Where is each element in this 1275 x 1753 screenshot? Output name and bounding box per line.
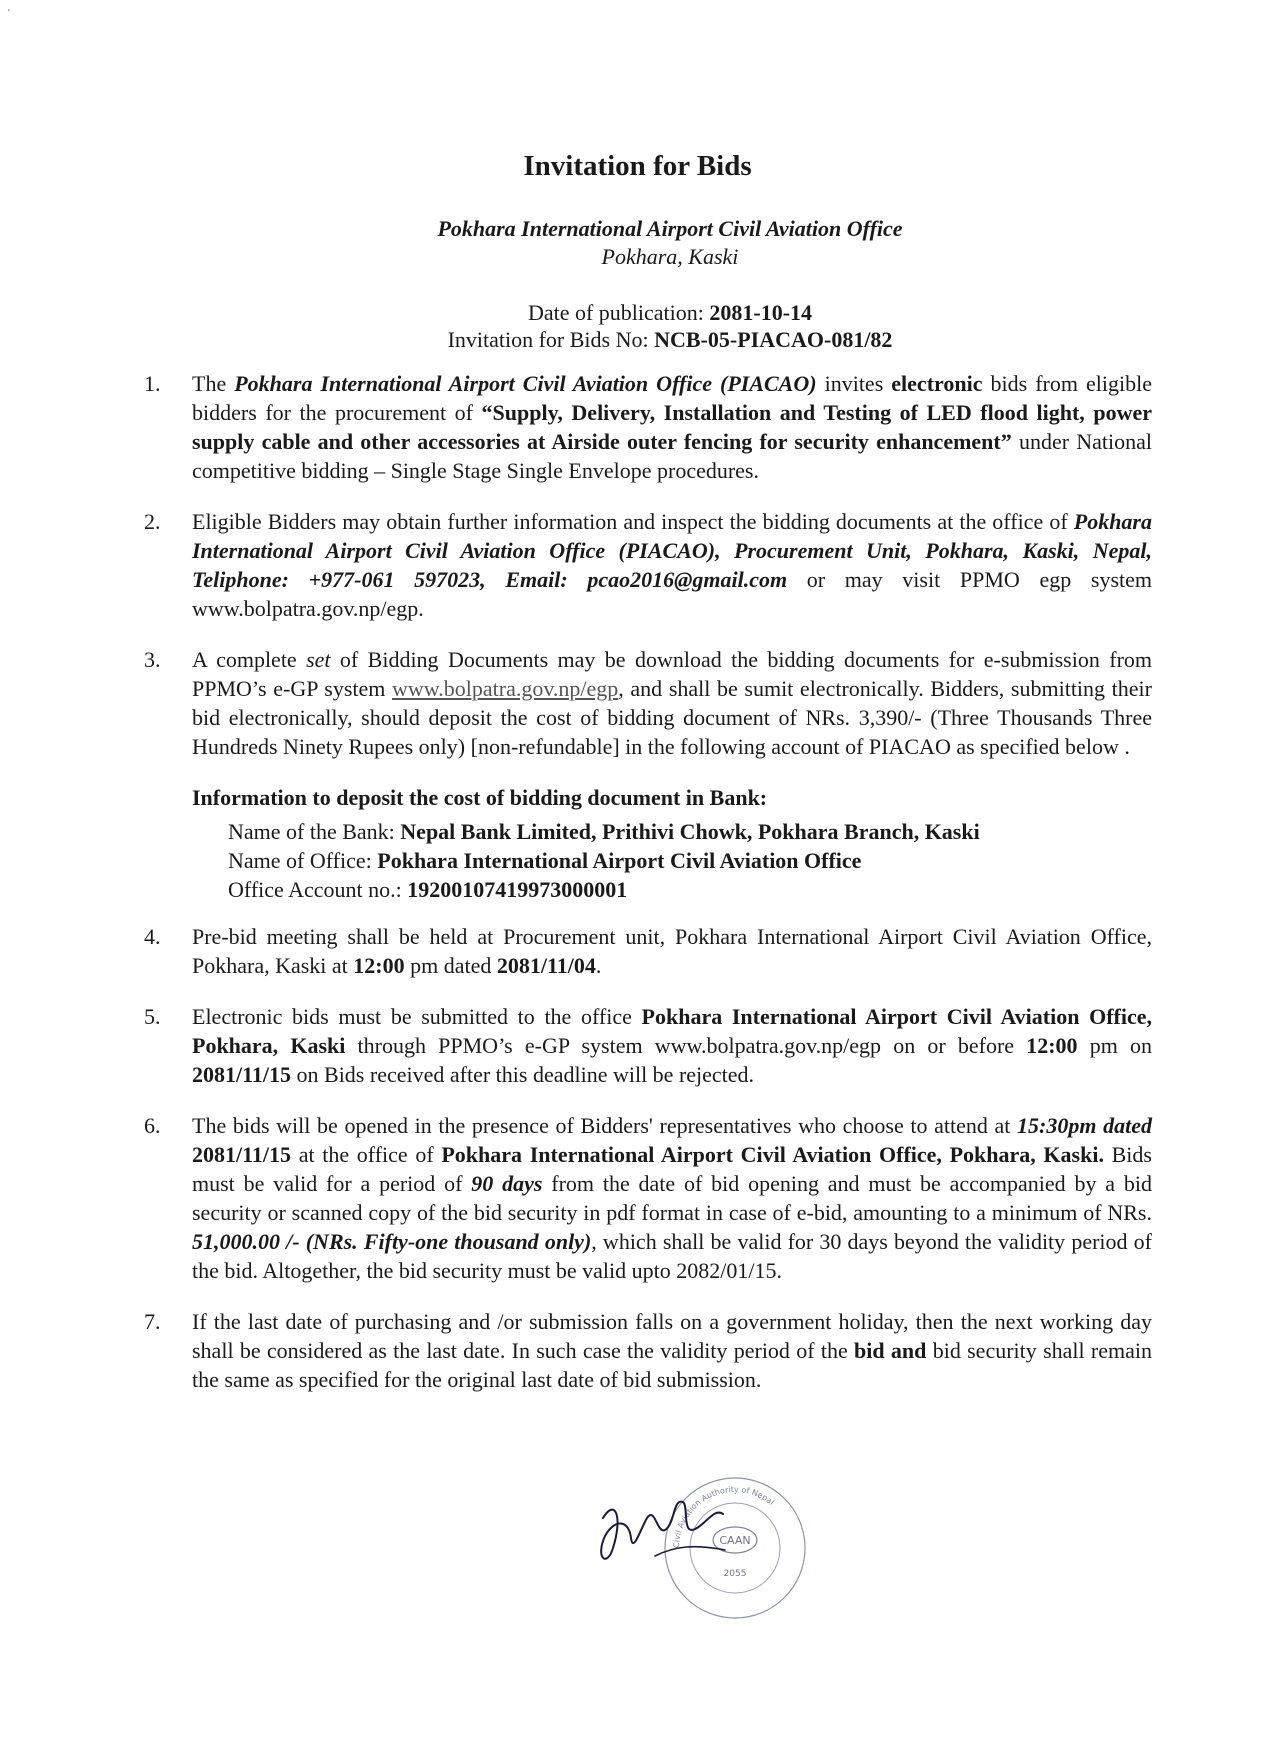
office-location: Pokhara, Kaski bbox=[601, 244, 739, 269]
clause-number: 5. bbox=[144, 1004, 161, 1029]
procurement-title: “Supply, Delivery, Installation and Testing of LED flood light, power supply cable and other accessories at Airside outer fencing for security enhancement” bbox=[192, 400, 1152, 454]
clause-text: If the last date of purchasing and /or submission falls on a government holiday, then the next working day shall be considered as the last date. In such case the validity period of the bbox=[192, 1309, 1152, 1363]
clause-text: at the office of bbox=[291, 1142, 442, 1167]
clause-1 bbox=[144, 369, 1152, 485]
clause-emphasis: bid and bbox=[854, 1338, 927, 1363]
clause-2 bbox=[144, 507, 1152, 623]
clause-text: , which shall be valid for 30 days beyond the validity period of the bid. Altogether, the bid security must be valid upto 2082/01/15. bbox=[192, 1229, 1153, 1283]
clause-text: pm dated bbox=[404, 953, 497, 978]
publication-date bbox=[0, 300, 1275, 326]
bid-security-amount: 51,000.00 /- (NRs. Fifty-one thousand only) bbox=[192, 1229, 592, 1254]
bank-info bbox=[192, 817, 1152, 904]
clause-6 bbox=[144, 1111, 1153, 1285]
clause-text: The bbox=[192, 371, 235, 396]
doc-title: Invitation for Bids bbox=[523, 150, 752, 182]
clause-emphasis: Pokhara International Airport Civil Aviation Office, Pokhara, Kaski. bbox=[441, 1142, 1104, 1167]
ifb-number bbox=[0, 327, 1275, 353]
clause-number: 6. bbox=[144, 1113, 161, 1138]
clause-emphasis: 2081/11/15 bbox=[192, 1062, 292, 1087]
clause-emphasis: 15:30pm dated bbox=[1017, 1113, 1152, 1138]
bank-name-row bbox=[228, 817, 1152, 846]
clause-emphasis: 2081/11/04 bbox=[496, 953, 596, 978]
clause-text: from the date of bid opening and must be accompanied by a bid security or scanned copy of the bid security in pdf format in case of e-bid, amounting to a minimum of NRs. bbox=[192, 1171, 1152, 1225]
clause-number: 3. bbox=[144, 647, 161, 672]
clause-text: or may visit PPMO egp system www.bolpatra.gov.np/egp. bbox=[192, 567, 1152, 621]
clause-text: under National competitive bidding – Single Stage Single Envelope procedures. bbox=[192, 429, 1152, 483]
clause-list bbox=[144, 369, 1153, 1394]
publication-date-label: Date of publication: bbox=[527, 300, 710, 325]
clause-emphasis: electronic bbox=[891, 371, 983, 396]
clause-text: on Bids received after this deadline will be rejected. bbox=[291, 1062, 755, 1087]
clause-number: 1. bbox=[144, 371, 161, 396]
clause-text: The bids will be opened in the presence of Bidders' representatives who choose to attend at bbox=[192, 1113, 1018, 1138]
clause-text: of Bidding Documents may be download the bidding documents for e-submission from PPMO’s e-GP system bbox=[192, 647, 1153, 701]
office-name-row bbox=[228, 846, 1152, 875]
clause-text: invites bbox=[816, 371, 892, 396]
bank-name-value: Nepal Bank Limited, Prithivi Chowk, Pokhara Branch, Kaski bbox=[400, 819, 980, 844]
clause-text: through PPMO’s e-GP system www.bolpatra.gov.np/egp on or before bbox=[345, 1033, 1027, 1058]
account-number: 19200107419973000001 bbox=[407, 877, 628, 902]
stamp-ring-text: Civil Aviation Authority of Nepal bbox=[671, 1484, 776, 1549]
clause-emphasis: 90 days bbox=[471, 1171, 543, 1196]
stamp-center-text: CAAN bbox=[719, 1534, 751, 1547]
office-name-value: Pokhara International Airport Civil Aviation Office bbox=[377, 848, 862, 873]
clause-text: . bbox=[595, 953, 602, 978]
office-name: Pokhara International Airport Civil Aviation Office bbox=[437, 216, 903, 241]
ifb-number-value: NCB-05-PIACAO-081/82 bbox=[654, 327, 893, 352]
clause-text: Eligible Bidders may obtain further information and inspect the bidding documents at the office of bbox=[192, 509, 1074, 534]
clause-emphasis: 12:00 bbox=[353, 953, 405, 978]
clause-number: 7. bbox=[144, 1309, 161, 1334]
egp-link[interactable]: www.bolpatra.gov.np/egp bbox=[392, 676, 619, 701]
clause-text: Pre-bid meeting shall be held at Procurement unit, Pokhara International Airport Civil Aviation Office, Pokhara, Kaski at bbox=[192, 924, 1152, 978]
clause-text: Bids must be valid for a period of bbox=[192, 1142, 1152, 1196]
clause-5 bbox=[144, 1002, 1152, 1089]
account-row bbox=[228, 875, 1152, 904]
clause-text: bid security shall remain the same as specified for the original last date of bid submission. bbox=[192, 1338, 1152, 1392]
clause-number: 2. bbox=[144, 509, 161, 534]
stamp-seal bbox=[585, 1458, 825, 1628]
publication-date-value: 2081-10-14 bbox=[709, 300, 813, 325]
clause-emphasis: set bbox=[306, 647, 331, 672]
clause-text: A complete bbox=[192, 647, 307, 672]
account-label: Office Account no.: bbox=[228, 877, 408, 902]
contact-details: Pokhara International Airport Civil Aviation Office (PIACAO), Procurement Unit, Pokhara, Kaski, Nepal, Teliphone: +977-061 597023, Email: pcao2016@gmail.com bbox=[192, 509, 1152, 592]
clause-emphasis: Pokhara International Airport Civil Aviation Office (PIACAO) bbox=[234, 371, 817, 396]
handwritten-signature bbox=[601, 1502, 723, 1559]
clause-emphasis: Pokhara International Airport Civil Aviation Office, Pokhara, Kaski bbox=[192, 1004, 1152, 1058]
clause-text: , and shall be sumit electronically. Bidders, submitting their bid electronically, should deposit the cost of bidding document of NRs. 3,390/- (Three Thousands Three Hundreds Ninety Rupees only) [non-refundable] in the following account of PIACAO as specified below . bbox=[192, 676, 1152, 759]
clause-4 bbox=[144, 922, 1152, 980]
ifb-number-label: Invitation for Bids No: bbox=[447, 327, 655, 352]
stamp-outer-ring bbox=[665, 1478, 805, 1618]
scan-mark: ' bbox=[8, 8, 10, 19]
clause-emphasis: 2081/11/15 bbox=[192, 1142, 292, 1167]
clause-emphasis: 12:00 bbox=[1026, 1033, 1078, 1058]
clause-number: 4. bbox=[144, 924, 161, 949]
signature-and-stamp bbox=[585, 1458, 825, 1628]
stamp-year: 2055 bbox=[723, 1569, 747, 1579]
bank-name-label: Name of the Bank: bbox=[228, 819, 401, 844]
clause-7 bbox=[144, 1307, 1152, 1394]
stamp-inner-ring bbox=[690, 1503, 780, 1593]
clause-3 bbox=[144, 645, 1153, 761]
clause-text: Electronic bids must be submitted to the office bbox=[192, 1004, 642, 1029]
office-name-label: Name of Office: bbox=[228, 848, 378, 873]
clause-text: bids from eligible bidders for the procurement of bbox=[192, 371, 1152, 425]
clause-text: pm on bbox=[1077, 1033, 1152, 1058]
bank-info-heading: Information to deposit the cost of bidding document in Bank: bbox=[192, 785, 768, 810]
